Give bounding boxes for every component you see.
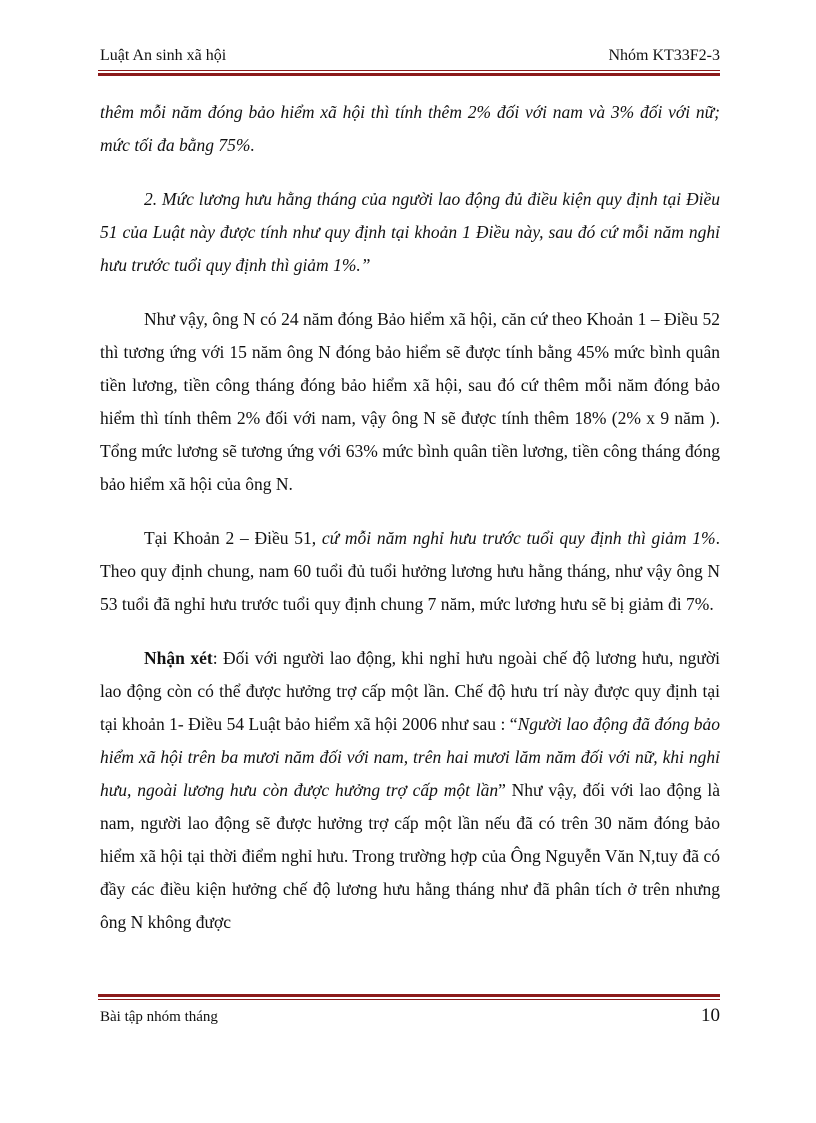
- footer-rule-thin: [98, 999, 720, 1000]
- header-rule-thick: [98, 73, 720, 76]
- page-footer: [100, 1005, 720, 1031]
- header-title: Luật An sinh xã hội: [100, 47, 227, 64]
- paragraph-4-rest: . Theo quy định chung, nam 60 tuổi đủ tuổi hưởng lương hưu hằng tháng, như vậy ông N 53 tuổi đã nghỉ hưu trước tuổi quy định chung 7 năm, mức lương hưu sẽ bị giảm đi 7%.: [100, 528, 720, 614]
- paragraph-5-quote: Người lao động đã đóng bảo hiểm xã hội trên ba mươi năm đối với nam, trên hai mươi lăm năm đối với nữ, khi nghỉ hưu, ngoài lương hưu còn được hưởng trợ cấp một lần: [100, 714, 721, 800]
- paragraph-5: [100, 642, 720, 939]
- paragraph-4: [100, 522, 720, 621]
- paragraph-2: 2. Mức lương hưu hằng tháng của người lao động đủ điều kiện quy định tại Điều 51 của Luật này được tính như quy định tại khoản 1 Điều này, sau đó cứ mỗi năm nghỉ hưu trước tuổi quy định thì giảm 1%.”: [100, 189, 720, 275]
- paragraph-5-intro: : Đối với người lao động, khi nghỉ hưu ngoài chế độ lương hưu, người lao động còn có thể được hưởng trợ cấp một lần. Chế độ hưu trí này được quy định tại tại khoản 1- Điều 54 Luật bảo hiểm xã hội 2006 như sau : “: [100, 648, 720, 734]
- paragraph-4-quote: cứ mỗi năm nghỉ hưu trước tuổi quy định thì giảm 1%: [321, 528, 716, 548]
- page-header: [100, 44, 720, 68]
- footer-title: Bài tập nhóm tháng: [100, 1009, 218, 1025]
- paragraph-5-rest: ” Như vậy, đối với lao động là nam, người lao động sẽ được hưởng trợ cấp một lần nếu đã có trên 30 năm đóng bảo hiểm xã hội tại thời điểm nghỉ hưu. Trong trường hợp của Ông Nguyễn Văn N,tuy đã có đầy các điều kiện hưởng chế độ lương hưu hằng tháng như đã phân tích ở trên nhưng ông N không được: [100, 780, 720, 932]
- document-body: [100, 96, 720, 960]
- paragraph-1: thêm mỗi năm đóng bảo hiểm xã hội thì tính thêm 2% đối với nam và 3% đối với nữ; mức tối đa bằng 75%.: [100, 102, 720, 155]
- header-rule-thin: [98, 70, 720, 71]
- paragraph-3: Như vậy, ông N có 24 năm đóng Bảo hiểm xã hội, căn cứ theo Khoản 1 – Điều 52 thì tương ứng với 15 năm ông N đóng bảo hiểm sẽ được tính bằng 45% mức bình quân tiền lương, tiền công tháng đóng bảo hiểm xã hội, sau đó cứ thêm mỗi năm đóng bảo hiểm thì tính thêm 2% đối với nam, vậy ông N sẽ được tính thêm 18% (2% x 9 năm ). Tổng mức lương sẽ tương ứng với 63% mức bình quân tiền lương, tiền công tháng đóng bảo hiểm xã hội của ông N.: [100, 309, 720, 494]
- remark-label: Nhận xét: [144, 648, 213, 668]
- paragraph-4-lead: Tại Khoản 2 – Điều 51,: [144, 528, 322, 548]
- page-number: 10: [701, 1005, 720, 1026]
- header-group: Nhóm KT33F2-3: [608, 47, 720, 64]
- footer-rule-thick: [98, 994, 720, 997]
